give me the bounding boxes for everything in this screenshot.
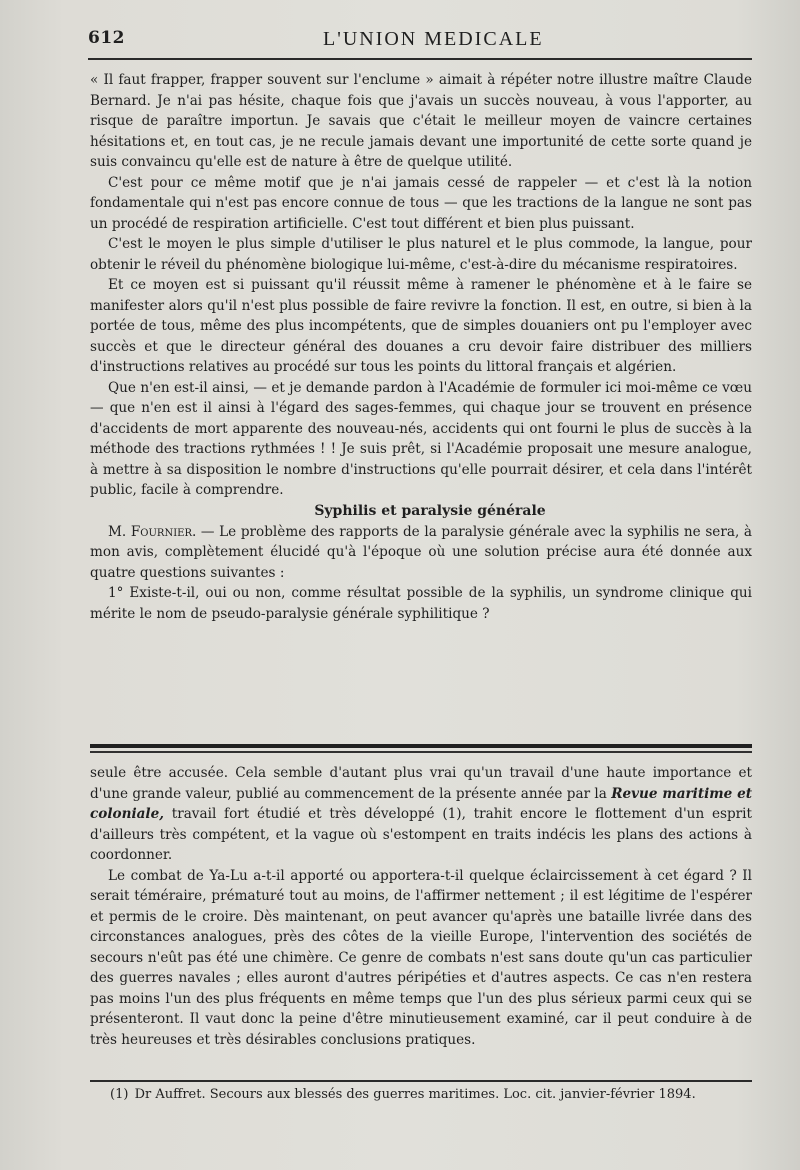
journal-reference: Revue maritime et coloniale, xyxy=(90,785,752,822)
page-header xyxy=(88,28,748,54)
paragraph: C'est le moyen le plus simple d'utiliser le plus naturel et le plus commode, la langue, pour obtenir le réveil du phénomène biologique lui-même, c'est-à-dire du mécanisme respiratoires. xyxy=(90,236,752,273)
footnote-rule xyxy=(90,1080,752,1082)
author-name: M. Fournier. xyxy=(108,523,197,540)
paragraph: seule être accusée. Cela semble d'autant plus vrai qu'un travail d'une haute importance et d'une grande valeur, publié au commencement de la présente année par la Revue maritime et coloniale, travail fort étudié et très développé (1), trahit encore le flottement d'un esprit d'ailleurs très compétent, et la vague où s'estompent en traits indécis les plans des actions à coordonner. xyxy=(90,765,752,863)
paragraph: C'est pour ce même motif que je n'ai jamais cessé de rappeler — et c'est là la notion fondamentale qui n'est pas encore connue de tous — que les tractions de la langue ne sont pas un procédé de respiration artificielle. C'est tout différent et bien plus puissant. xyxy=(90,174,752,232)
question-item: 1° Existe-t-il, oui ou non, comme résultat possible de la syphilis, un syndrome clinique qui mérite le nom de pseudo-paralysie générale syphilitique ? xyxy=(90,585,752,622)
section-divider xyxy=(90,744,752,753)
paragraph: Que n'en est-il ainsi, — et je demande pardon à l'Académie de formuler ici moi-même ce vœu — que n'en est il ainsi à l'égard des sages-femmes, qui chaque jour se trouvent en présence d'accidents de mort apparente des nouveau-nés, accidents qui ont fourni le plus de succès à la méthode des tractions rythmées ! ! Je suis prêt, si l'Académie proposait une mesure analogue, à mettre à sa disposition le nombre d'instructions qu'elle pourrait désirer, et cela dans l'intérêt public, facile à comprendre. xyxy=(90,379,752,498)
footnote-marker: (1) xyxy=(110,1087,129,1102)
paragraph: Le combat de Ya-Lu a-t-il apporté ou apportera-t-il quelque éclaircissement à cet égard ? Il serait téméraire, prématuré tout au moins, de l'affirmer nettement ; il est légitime de l'espérer et permis de le croire. Dès maintenant, on peut avancer qu'après une bataille livrée dans des circonstances analogues, près des côtes de la vieille Europe, l'intervention des sociétés de secours n'eût pas été une chimère. Ce genre de combats n'est sans doute qu'un cas particulier des guerres navales ; elles auront d'autres péripéties et d'autres aspects. Ce cas n'en restera pas moins l'un des plus fréquents en même temps que l'un des plus sérieux parmi ceux qui se présenteront. Il vaut donc la peine d'être minutieusement examiné, car il peut conduire à de très heureuses et très désirables conclusions pratiques. xyxy=(90,867,752,1048)
paragraph: « Il faut frapper, frapper souvent sur l'enclume » aimait à répéter notre illustre maître Claude Bernard. Je n'ai pas hésite, chaque fois que j'avais un succès nouveau, à vous l'apporter, au risque de paraître importun. Je savais que c'était le meilleur moyen de vaincre certaines hésitations et, en tout cas, je ne recule jamais devant une importunité de cette sorte quand je suis convaincu qu'elle est de nature à être de quelque utilité. xyxy=(90,72,752,170)
page-number: 612 xyxy=(88,28,125,48)
author-text: — Le problème des rapports de la paralysie générale avec la syphilis ne sera, à mon avis, complètement élucidé qu'à l'époque où une solution précise aura été donnée aux quatre questions suivantes : xyxy=(90,523,753,581)
bottom-article-section xyxy=(90,763,752,1050)
author-paragraph xyxy=(90,522,752,584)
footnote-text: Dr Auffret. Secours aux blessés des guerres maritimes. Loc. cit. janvier-février 1894. xyxy=(134,1087,696,1102)
section-subheading: Syphilis et paralysie générale xyxy=(314,502,546,519)
paragraph: Et ce moyen est si puissant qu'il réussit même à ramener le phénomène et à le faire se manifester alors qu'il n'est plus possible de faire revivre la fonction. Il est, en outre, si bien à la portée de tous, même des plus incompétents, que de simples douaniers ont pu l'employer avec succès et que le directeur général des douanes a cru devoir faire distribuer des milliers d'instructions relatives au procédé sur tous les points du littoral français et algérien. xyxy=(90,277,752,375)
footnote xyxy=(110,1086,750,1104)
header-rule xyxy=(88,58,752,60)
journal-title: L'UNION MEDICALE xyxy=(323,28,544,50)
top-article-section xyxy=(90,70,752,624)
